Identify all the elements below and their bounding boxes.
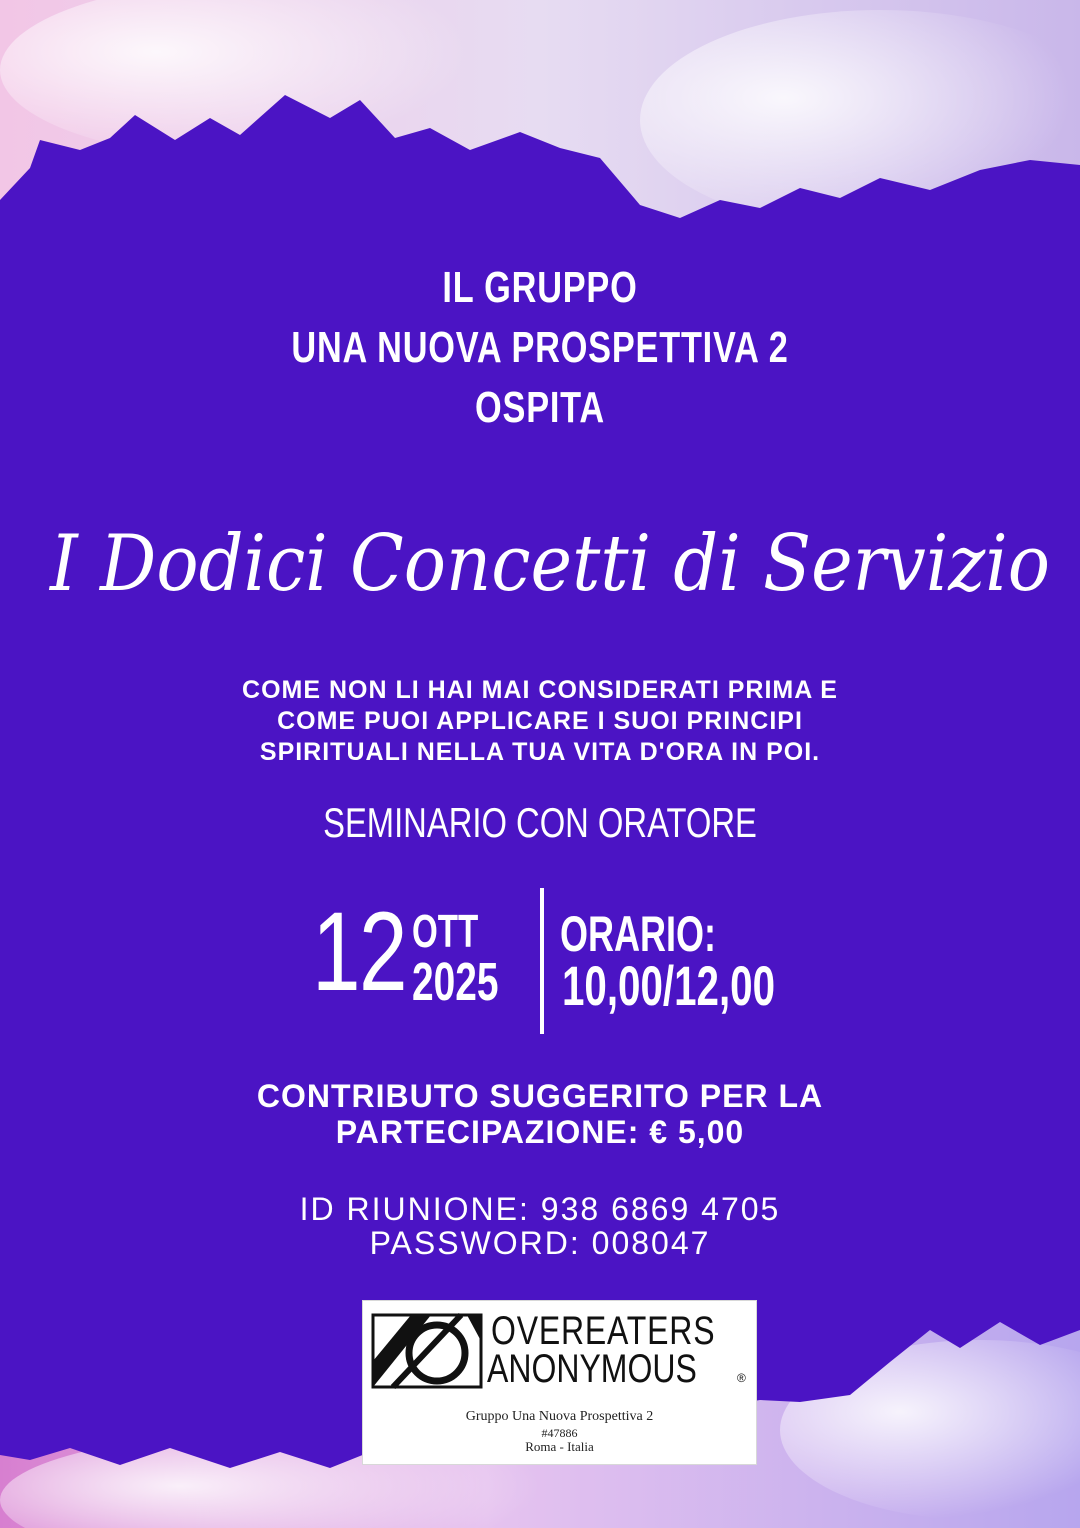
meeting-block bbox=[0, 1192, 1080, 1260]
oa-logo-icon bbox=[371, 1311, 483, 1389]
date-day: 12 bbox=[312, 889, 407, 1014]
meeting-id: ID RIUNIONE: 938 6869 4705 bbox=[299, 1191, 781, 1227]
contribution-line-1: CONTRIBUTO SUGGERITO PER LA bbox=[256, 1078, 824, 1114]
oa-logo-card bbox=[363, 1301, 756, 1464]
time-label: ORARIO: bbox=[560, 906, 716, 962]
event-title-text: I Dodici Concetti di Servizio bbox=[48, 519, 1051, 609]
event-title bbox=[40, 470, 1060, 670]
contribution-block bbox=[0, 1078, 1080, 1150]
host-line-2: UNA NUOVA PROSPETTIVA 2 bbox=[291, 323, 789, 372]
description-line-3: SPIRITUALI NELLA TUA VITA D'ORA IN POI. bbox=[259, 738, 821, 766]
time-value: 10,00/12,00 bbox=[562, 954, 776, 1017]
oa-logo-word-2: ANONYMOUS bbox=[487, 1347, 697, 1391]
group-city: Roma - Italia bbox=[525, 1439, 594, 1454]
meeting-password: PASSWORD: 008047 bbox=[369, 1225, 711, 1261]
host-group-block bbox=[119, 258, 961, 438]
host-line-3: OSPITA bbox=[475, 383, 605, 432]
date-time-divider bbox=[540, 888, 544, 1034]
description-line-2: COME PUOI APPLICARE I SUOI PRINCIPI bbox=[277, 707, 803, 735]
group-name: Gruppo Una Nuova Prospettiva 2 bbox=[465, 1409, 654, 1424]
date-year: 2025 bbox=[412, 952, 499, 1012]
registered-mark: ® bbox=[737, 1371, 746, 1385]
seminar-label: SEMINARIO CON ORATORE bbox=[323, 799, 757, 846]
description-line-1: COME NON LI HAI MAI CONSIDERATI PRIMA E bbox=[242, 676, 838, 704]
group-number: #47886 bbox=[541, 1426, 578, 1440]
host-line-1: IL GRUPPO bbox=[442, 263, 638, 312]
description-block bbox=[0, 675, 1080, 768]
oa-logo-word-1: OVEREATERS bbox=[491, 1309, 716, 1353]
date-month: OTT bbox=[412, 905, 479, 957]
contribution-line-2: PARTECIPAZIONE: € 5,00 bbox=[335, 1114, 745, 1150]
